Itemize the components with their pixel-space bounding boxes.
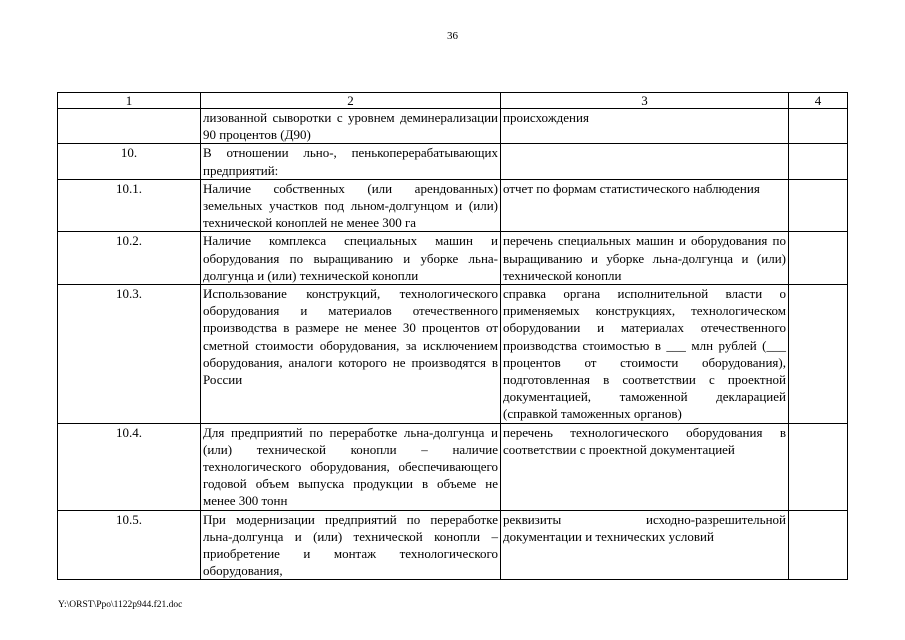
- row-number: [58, 109, 201, 144]
- table-row: [58, 109, 848, 144]
- row-document: справка органа исполнительной власти о применяемых конструкциях, технологическом оборудовании и материалах отечественного производства стоимостью в ___ млн рублей (___ процентов от стоимости оборудования), подготовленная в соответствии с проектной документацией, таможенной декларацией (справкой таможенных органов): [501, 285, 789, 424]
- row-document: отчет по формам статистического наблюдения: [501, 179, 789, 232]
- row-number: 10.: [58, 144, 201, 179]
- column-header-1: 1: [58, 93, 201, 109]
- row-document: реквизиты исходно-разрешительной документации и технических условий: [501, 510, 789, 580]
- row-number: 10.4.: [58, 423, 201, 510]
- row-number: 10.3.: [58, 285, 201, 424]
- table-row: [58, 144, 848, 179]
- row-note: [789, 510, 848, 580]
- row-document: перечень специальных машин и оборудования по выращиванию и уборке льна-долгунца и (или) технической конопли: [501, 232, 789, 285]
- table-row: [58, 285, 848, 424]
- row-criterion: лизованной сыворотки с уровнем деминерализации 90 процентов (Д90): [201, 109, 501, 144]
- row-document: перечень технологического оборудования в соответствии с проектной документацией: [501, 423, 789, 510]
- row-criterion: Наличие комплекса специальных машин и оборудования по выращиванию и уборке льна-долгунца и (или) технической конопли: [201, 232, 501, 285]
- row-note: [789, 109, 848, 144]
- row-note: [789, 179, 848, 232]
- row-criterion: В отношении льно-, пенькоперерабатывающих предприятий:: [201, 144, 501, 179]
- row-number: 10.5.: [58, 510, 201, 580]
- row-criterion: Использование конструкций, технологического оборудования и материалов отечественного производства в размере не менее 30 процентов от сметной стоимости оборудования, за исключением оборудования, аналоги которого не производятся в России: [201, 285, 501, 424]
- row-document: [501, 144, 789, 179]
- document-table: [57, 92, 848, 580]
- table-row: [58, 232, 848, 285]
- row-criterion: Для предприятий по переработке льна-долгунца и (или) технической конопли – наличие технологического оборудования, обеспечивающего годовой объем выпуска продукции в объеме не менее 300 тонн: [201, 423, 501, 510]
- footer-file-path: Y:\ORST\Ppo\1122p944.f21.doc: [58, 600, 183, 610]
- column-header-2: 2: [201, 93, 501, 109]
- row-note: [789, 232, 848, 285]
- row-criterion: При модернизации предприятий по переработке льна-долгунца и (или) технической конопли – приобретение и монтаж технологического оборудования,: [201, 510, 501, 580]
- row-note: [789, 423, 848, 510]
- table-row: [58, 510, 848, 580]
- row-criterion: Наличие собственных (или арендованных) земельных участков под льном-долгунцом и (или) технической коноплей не менее 300 га: [201, 179, 501, 232]
- table-row: [58, 179, 848, 232]
- row-note: [789, 144, 848, 179]
- row-number: 10.2.: [58, 232, 201, 285]
- page-number: 36: [447, 30, 458, 42]
- column-header-3: 3: [501, 93, 789, 109]
- column-header-4: 4: [789, 93, 848, 109]
- table-row: [58, 423, 848, 510]
- row-number: 10.1.: [58, 179, 201, 232]
- row-note: [789, 285, 848, 424]
- row-document: происхождения: [501, 109, 789, 144]
- table-header-row: [58, 93, 848, 109]
